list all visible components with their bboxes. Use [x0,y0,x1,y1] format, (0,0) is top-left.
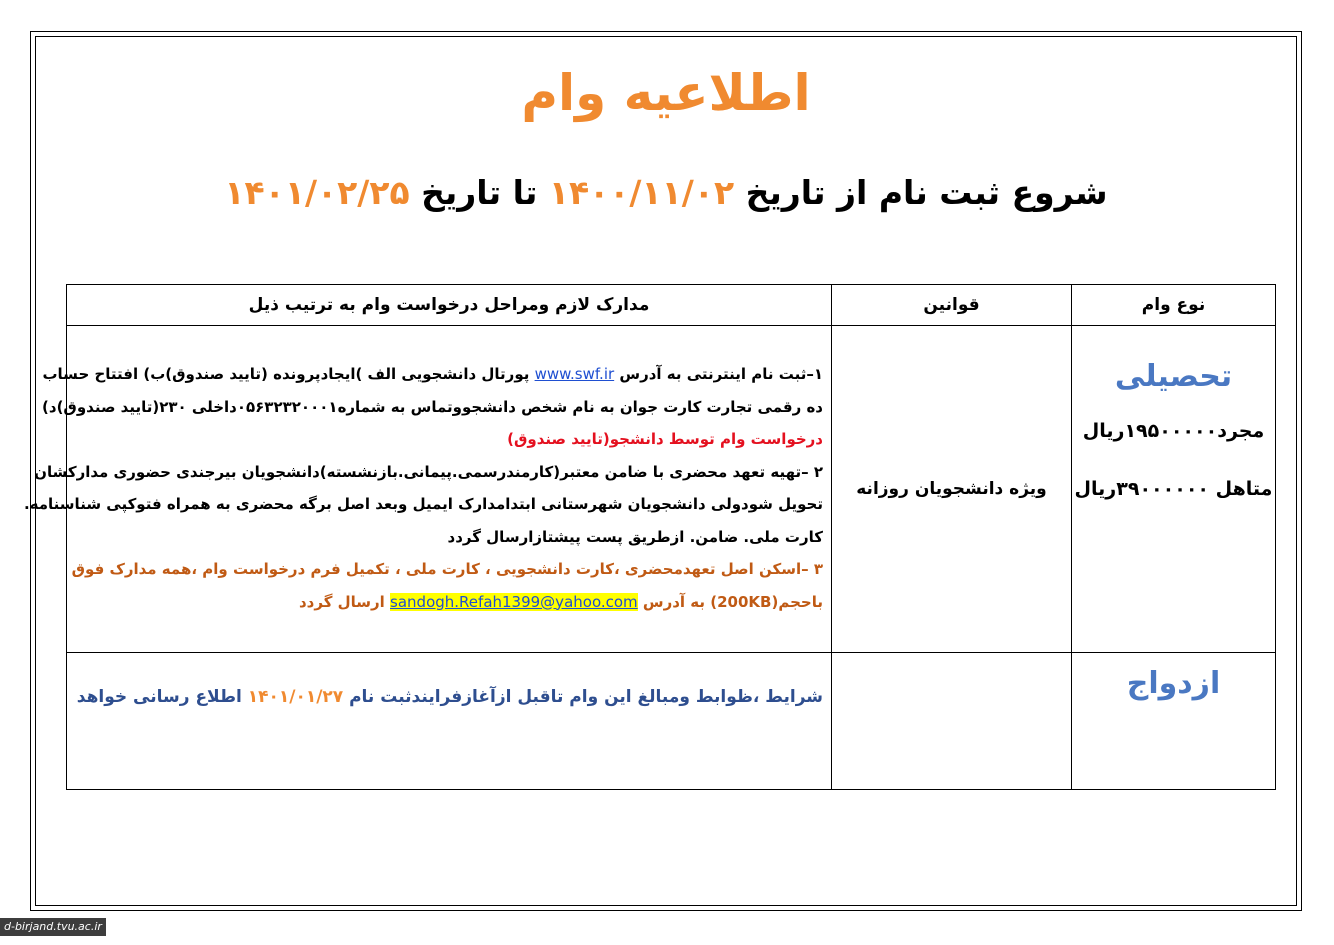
step1-request: درخواست وام توسط دانشجو [609,430,823,448]
step1-line2: ده رقمی تجارت کارت جوان به نام شخص دانشجووتماس به شماره۰۵۶۳۲۳۲۰۰۰۱داخلی ۲۳۰(تایید صندوق)د) [42,397,823,416]
loan-type-education: تحصیلی [1114,359,1233,394]
step1-line3 [75,423,823,456]
site-watermark: d-birjand.tvu.ac.ir [0,918,106,936]
marriage-text-a: شرایط ،ظوابط ومبالغ این وام تاقبل ازآغازفرایندثبت نام [343,687,823,707]
marriage-info-cell [67,653,832,790]
step3-text-a: باحجم(200KB) به آدرس [637,592,823,611]
end-date: ۱۴۰۱/۰۲/۲۵ [224,173,410,212]
start-date: ۱۴۰۰/۱۱/۰۲ [548,173,735,212]
rules-text: ویژه دانشجویان روزانه [856,479,1047,499]
loan-type-cell [1072,326,1276,653]
step2-line3: کارت ملی. ضامن. ازطریق پست پیشتازارسال گردد [447,527,823,546]
step3-text-c: ارسال گردد [298,592,391,611]
rules-cell [832,326,1072,653]
marriage-text-b: اطلاع رسانی خواهد [76,687,248,707]
step1-approval: (تایید صندوق) [507,430,610,448]
loan-type-cell [1072,653,1276,790]
page-title: اطلاعیه وام [521,64,811,122]
period-middle: تا تاریخ [409,173,549,212]
step2-line1: ۲ –تهیه تعهد محضری با ضامن معتبر(کارمندرسمی.پیمانی.بازنشسته)دانشجویان بیرجندی حضوری مدارکشان [34,462,823,481]
loan-type-marriage: ازدواج [1126,666,1221,701]
documents-cell [23,326,832,653]
period-prefix: شروع ثبت نام از تاریخ [734,173,1108,212]
loan-table [23,284,1276,790]
swf-link[interactable]: www.swf.ir [534,365,615,383]
marriage-date: ۱۴۰۱/۰۱/۲۷ [247,687,344,707]
step3-line2 [75,586,823,619]
amount-married: متاهل ۳۹۰۰۰۰۰۰ریال [1074,478,1273,500]
header-documents: مدارک لازم ومراحل درخواست وام به ترتیب ذیل [67,285,832,326]
rules-cell-empty [832,653,1072,790]
step1-text-b: پورتال دانشجویی الف )ایجادپرونده (تایید صندوق)ب) افتتاح حساب [42,365,535,383]
table-row [67,653,1276,790]
registration-period [35,168,1297,218]
header-loan-type: نوع وام [1072,285,1276,326]
step1-text-a: ۱–ثبت نام اینترنتی به آدرس [614,365,823,383]
amount-single: مجرد۱۹۵۰۰۰۰۰ریال [1082,420,1265,442]
header-rules: قوانین [832,285,1072,326]
email-link[interactable]: sandogh.Refah1399@yahoo.com [390,592,638,611]
step2-line2: تحویل شودولی دانشجویان شهرستانی ابتدامدارک ایمیل وبعد اصل برگه محضری به همراه فتوکپی شناسنامه. [23,495,823,513]
step3-line1: ۳ –اسکن اصل تعهدمحضری ،کارت دانشجویی ، کارت ملی ، تکمیل فرم درخواست وام ،همه مدارک فوق [71,560,823,578]
table-row [67,326,1276,653]
step1-line1 [42,358,823,391]
table-header-row [67,285,1276,326]
